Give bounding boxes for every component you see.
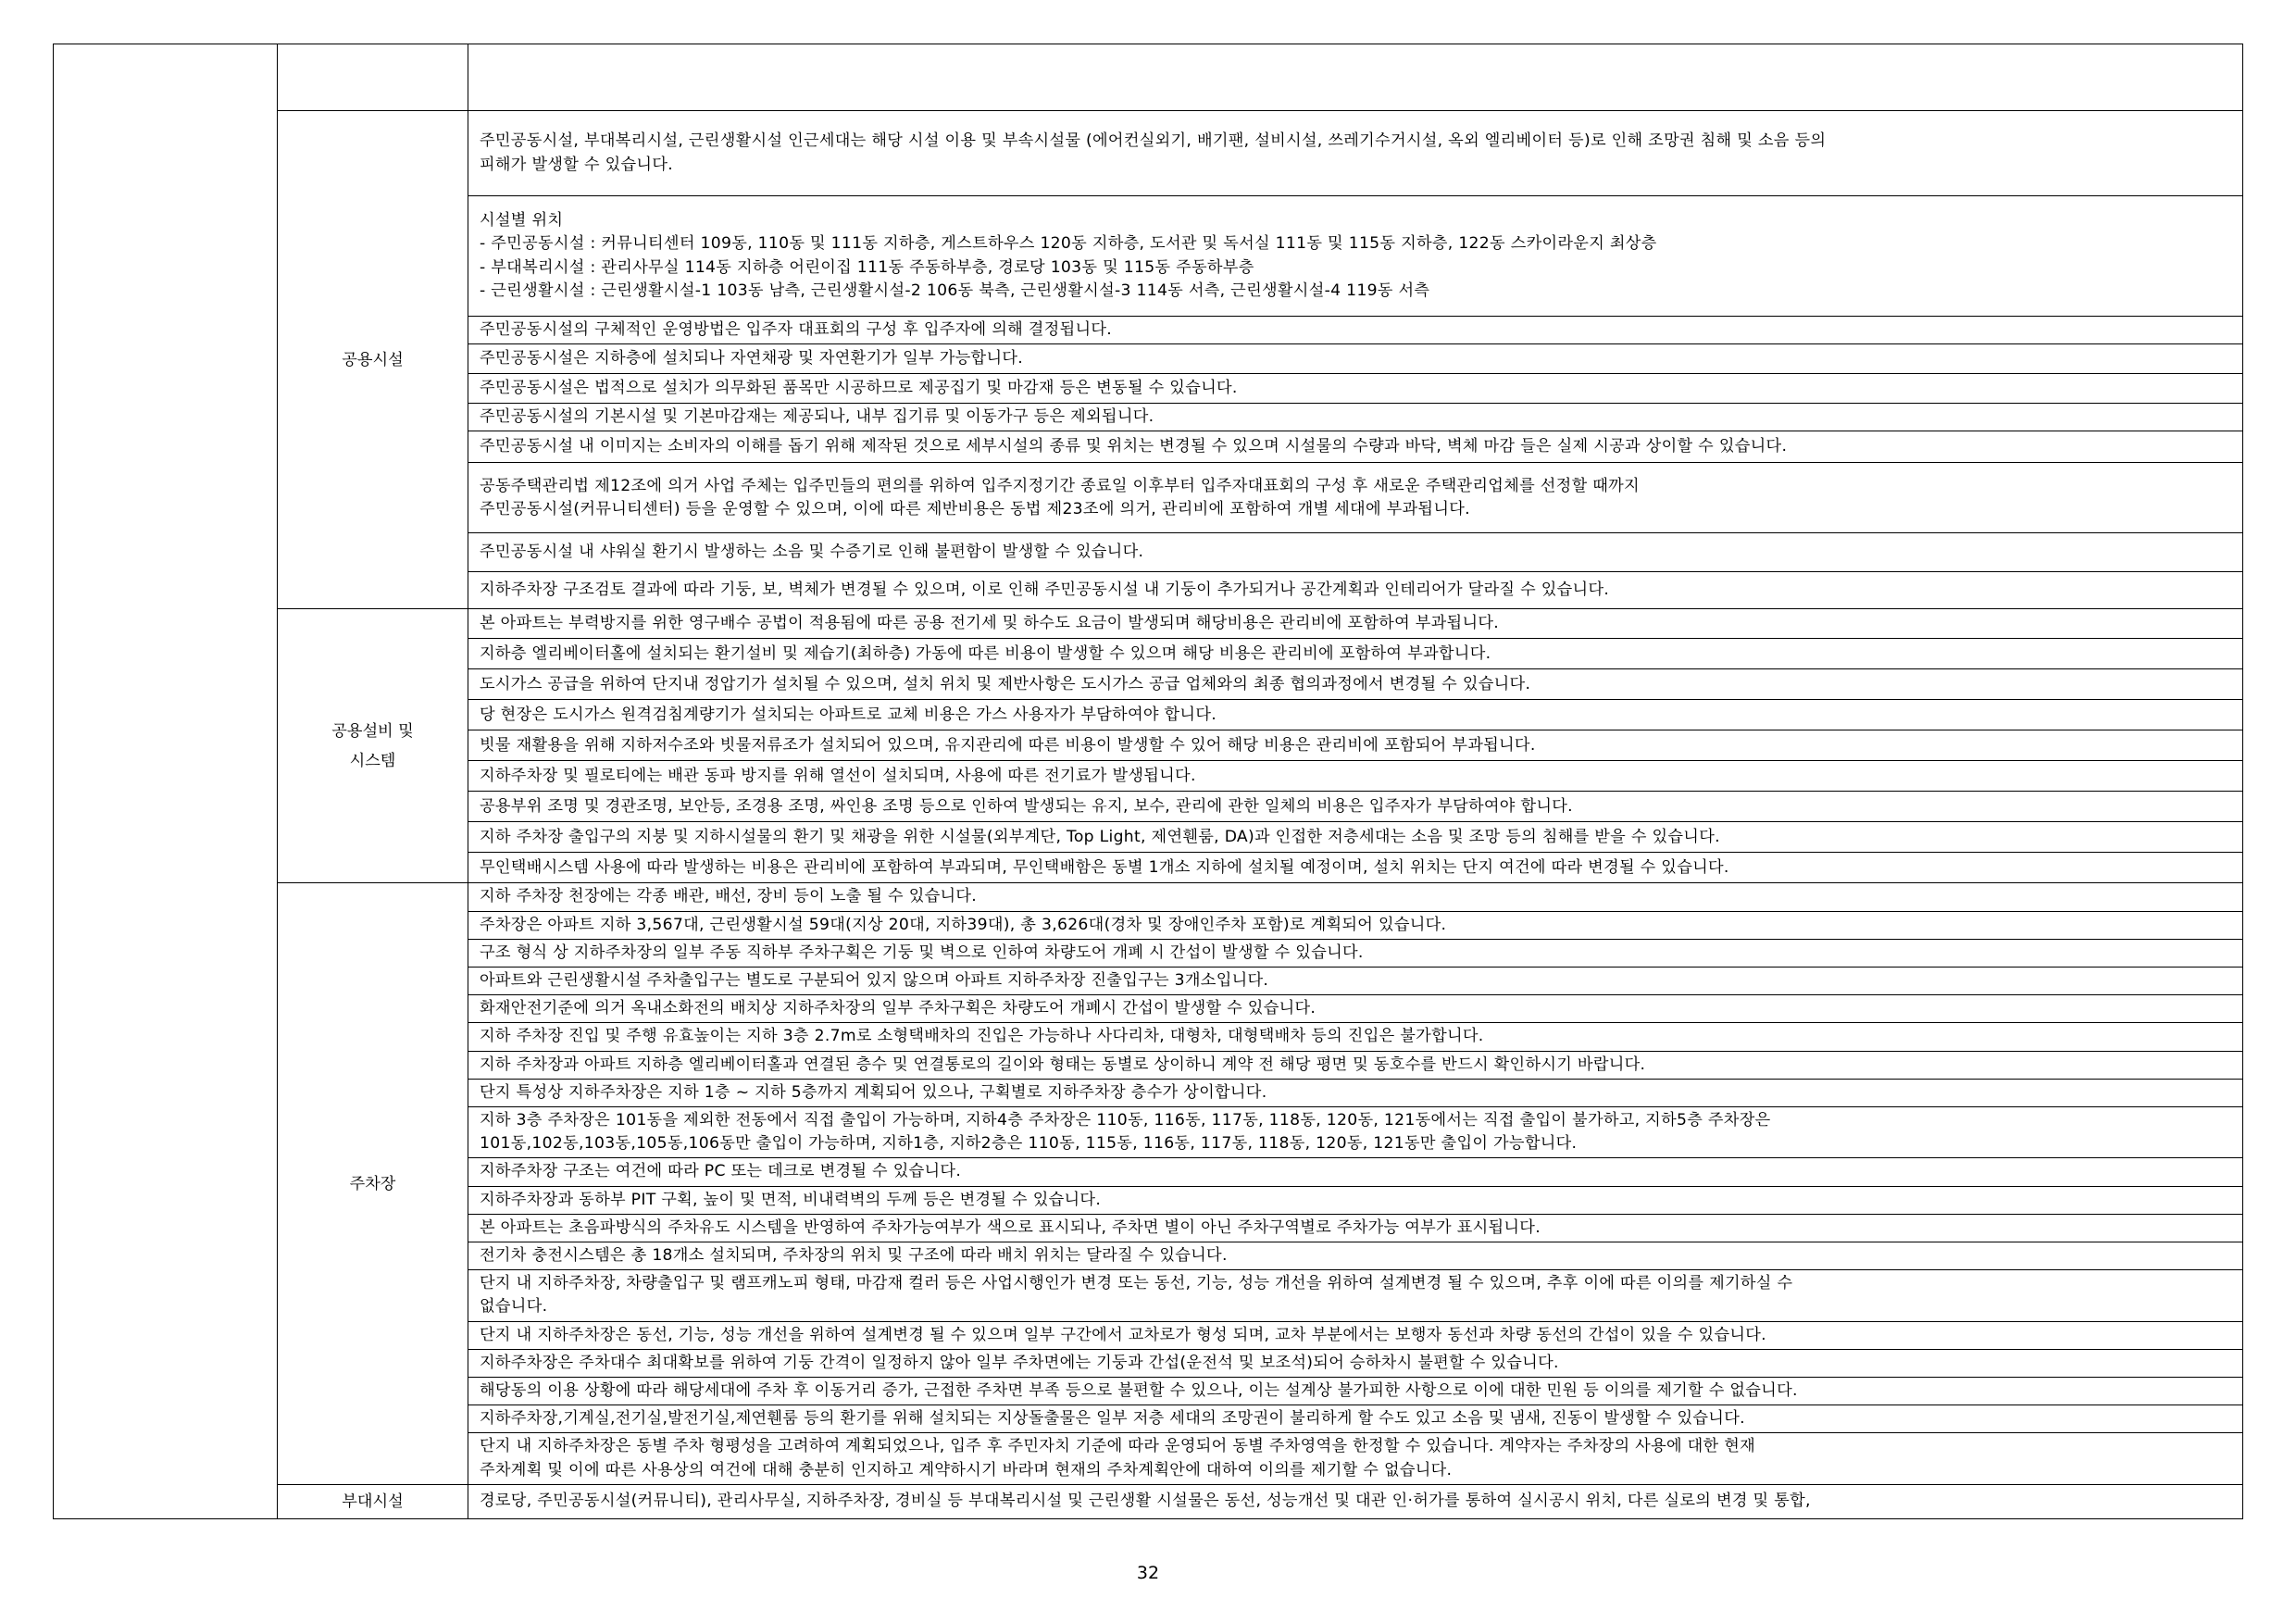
notice-line: 주민공동시설은 법적으로 설치가 의무화된 품목만 시공하므로 제공집기 및 마감재 등은 변동될 수 있습니다.	[480, 379, 1238, 398]
notice-text-cell	[468, 1484, 2243, 1518]
table-row	[54, 1484, 2243, 1518]
category-cell: 주차장	[278, 883, 468, 1484]
table-row	[54, 883, 2243, 911]
notice-line: 본 아파트는 부력방지를 위한 영구배수 공법이 적용됨에 따른 공용 전기세 및 하수도 요금이 발생되며 해당비용은 관리비에 포함하여 부과됩니다.	[480, 614, 1500, 633]
notice-line: 지하 주차장 천장에는 각종 배관, 배선, 장비 등이 노출 될 수 있습니다.	[480, 887, 978, 906]
notice-line: 무인택배시스템 사용에 따라 발생하는 비용은 관리비에 포함하여 부과되며, 무인택배함은 동별 1개소 지하에 설치될 예정이며, 설치 위치는 단지 여건에 따라 변경될 수 있습니다.	[480, 857, 1729, 877]
notice-line: 주민공동시설 내 샤워실 환기시 발생하는 소음 및 수증기로 인해 불편함이 발생할 수 있습니다.	[480, 543, 1144, 562]
notice-line: 지하층 엘리베이터홀에 설치되는 환기설비 및 제습기(최하층) 가동에 따른 비용이 발생할 수 있으며 해당 비용은 관리비에 포함하여 부과합니다.	[480, 643, 1491, 663]
notice-line: 구조 형식 상 지하주차장의 일부 주동 직하부 주차구획은 기둥 및 벽으로 인하여 차량도어 개폐 시 간섭이 발생할 수 있습니다.	[480, 943, 1364, 962]
category-cell: 공용설비 및 시스템	[278, 609, 468, 883]
notice-line: - 주민공동시설 : 커뮤니티센터 109동, 110동 및 111동 지하층, 게스트하우스 120동 지하층, 도서관 및 독서실 111동 및 115동 지하층, 122동 스카이라운지 최상층	[480, 234, 1657, 254]
notice-line: 지하 주차장 진입 및 주행 유효높이는 지하 3층 2.7m로 소형택배차의 진입은 가능하나 사다리차, 대형차, 대형택배차 등의 진입은 불가합니다.	[480, 1027, 1484, 1046]
notice-text-cell	[468, 1214, 2243, 1242]
notice-text-cell	[468, 669, 2243, 700]
notice-text-cell	[468, 1079, 2243, 1106]
notice-line: 도시가스 공급을 위하여 단지내 정압기가 설치될 수 있으며, 설치 위치 및 제반사항은 도시가스 공급 업체와의 최종 협의과정에서 변경될 수 있습니다.	[480, 674, 1531, 693]
header-empty-cell	[278, 44, 468, 111]
notice-text-cell	[468, 572, 2243, 609]
notice-line: 아파트와 근린생활시설 주차출입구는 별도로 구분되어 있지 않으며 아파트 지하주차장 진출입구는 3개소입니다.	[480, 971, 1269, 991]
notice-text-cell	[468, 939, 2243, 967]
notice-line: - 근린생활시설 : 근린생활시설-1 103동 남측, 근린생활시설-2 106동 북측, 근린생활시설-3 114동 서측, 근린생활시설-4 119동 서측	[480, 281, 1430, 300]
notice-text-cell	[468, 111, 2243, 196]
notice-text-cell	[468, 883, 2243, 911]
notice-text-cell	[468, 1349, 2243, 1377]
notice-line: 본 아파트는 초음파방식의 주차유도 시스템을 반영하여 주차가능여부가 색으로 표시되나, 주차면 별이 아닌 주차구역별로 주차가능 여부가 표시됩니다.	[480, 1217, 1541, 1237]
notice-line: 전기차 충전시스템은 총 18개소 설치되며, 주차장의 위치 및 구조에 따라 배치 위치는 달라질 수 있습니다.	[480, 1246, 1228, 1266]
notice-text-cell	[468, 1158, 2243, 1186]
table-header-row	[54, 44, 2243, 111]
notice-text-cell	[468, 1186, 2243, 1214]
notice-line: 주민공동시설 내 이미지는 소비자의 이해를 돕기 위해 제작된 것으로 세부시설의 종류 및 위치는 변경될 수 있으며 시설물의 수량과 바닥, 벽체 마감 들은 실제 시공과 상이할 수 있습니다.	[480, 437, 1788, 456]
notice-line: 단지 내 지하주차장은 동선, 기능, 성능 개선을 위하여 설계변경 될 수 있으며 일부 구간에서 교차로가 형성 되며, 교차 부분에서는 보행자 동선과 차량 동선의 간섭이 있을 수 있습니다.	[480, 1325, 1766, 1344]
notice-line: 화재안전기준에 의거 옥내소화전의 배치상 지하주차장의 일부 주차구획은 차량도어 개폐시 간섭이 발생할 수 있습니다.	[480, 999, 1316, 1018]
notice-line: 단지 특성상 지하주차장은 지하 1층 ~ 지하 5층까지 계획되어 있으나, 구획별로 지하주차장 층수가 상이합니다.	[480, 1082, 1267, 1102]
notice-text-cell	[468, 1051, 2243, 1079]
notice-text-cell	[468, 404, 2243, 431]
notice-line: - 부대복리시설 : 관리사무실 114동 지하층 어린이집 111동 주동하부층, 경로당 103동 및 115동 주동하부층	[480, 257, 1254, 277]
notice-text-cell	[468, 1107, 2243, 1158]
notice-text-cell	[468, 761, 2243, 792]
notice-text-cell	[468, 1270, 2243, 1321]
notice-line: 주민공동시설의 구체적인 운영방법은 입주자 대표회의 구성 후 입주자에 의해 결정됩니다.	[480, 320, 1113, 339]
notice-table	[53, 44, 2243, 1519]
notice-line: 주민공동시설의 기본시설 및 기본마감재는 제공되나, 내부 집기류 및 이동가구 등은 제외됩니다.	[480, 407, 1154, 427]
notice-line: 지하주차장과 동하부 PIT 구획, 높이 및 면적, 비내력벽의 두께 등은 변경될 수 있습니다.	[480, 1190, 1102, 1209]
notice-line: 빗물 재활용을 위해 지하저수조와 빗물저류조가 설치되어 있으며, 유지관리에 따른 비용이 발생할 수 있어 해당 비용은 관리비에 포함되어 부과됩니다.	[480, 735, 1536, 755]
notice-line: 지하 주차장과 아파트 지하층 엘리베이터홀과 연결된 층수 및 연결통로의 길이와 형태는 동별로 상이하니 계약 전 해당 평면 및 동호수를 반드시 확인하시기 바랍니다.	[480, 1055, 1646, 1074]
notice-line: 지하 주차장 출입구의 지붕 및 지하시설물의 환기 및 채광을 위한 시설물(외부계단, Top Light, 제연휀룸, DA)과 인접한 저층세대는 소음 및 조망 등의 침해를 받을 수 있습니다.	[480, 827, 1720, 846]
notice-line: 공동주택관리법 제12조에 의거 사업 주체는 입주민들의 편의를 위하여 입주지정기간 종료일 이후부터 입주자대표회의 구성 후 새로운 주택관리업체를 선정할 때까지	[480, 476, 1640, 495]
notice-text-cell	[468, 1378, 2243, 1405]
header-empty-cell	[468, 44, 2243, 111]
notice-line: 주차장은 아파트 지하 3,567대, 근린생활시설 59대(지상 20대, 지하39대), 총 3,626대(경차 및 장애인주차 포함)로 계획되어 있습니다.	[480, 915, 1447, 934]
notice-text-cell	[468, 609, 2243, 639]
notice-text-cell	[468, 792, 2243, 822]
notice-line: 단지 내 지하주차장은 동별 주차 형평성을 고려하여 계획되었으나, 입주 후 주민자치 기준에 따라 운영되어 동별 주차영역을 한정할 수 있습니다. 계약자는 주차장의 사용에 대한 현재	[480, 1437, 1756, 1456]
notice-text-cell	[468, 344, 2243, 374]
notice-line: 시설별 위치	[480, 211, 564, 231]
notice-text-cell	[468, 911, 2243, 939]
notice-text-cell	[468, 1433, 2243, 1484]
notice-line: 지하주차장 및 필로티에는 배관 동파 방지를 위해 열선이 설치되며, 사용에 따른 전기료가 발생됩니다.	[480, 766, 1196, 785]
notice-line: 없습니다.	[480, 1297, 548, 1317]
notice-text-cell	[468, 1242, 2243, 1270]
notice-line: 주민공동시설(커뮤니티센터) 등을 운영할 수 있으며, 이에 따른 제반비용은 동법 제23조에 의거, 관리비에 포함하여 개별 세대에 부과됩니다.	[480, 499, 1470, 518]
notice-text-cell	[468, 730, 2243, 761]
notice-text-cell	[468, 374, 2243, 404]
notice-line: 경로당, 주민공동시설(커뮤니티), 관리사무실, 지하주차장, 경비실 등 부대복리시설 및 근린생활 시설물은 동선, 성능개선 및 대관 인·허가를 통하여 실시공시 위치, 다른 실로의 변경 및 통합,	[480, 1492, 1811, 1511]
notice-line: 해당동의 이용 상황에 따라 해당세대에 주차 후 이동거리 증가, 근접한 주차면 부족 등으로 불편할 수 있으나, 이는 설계상 불가피한 사항으로 이에 대한 민원 등 이의를 제기할 수 없습니다.	[480, 1381, 1798, 1401]
notice-text-cell	[468, 700, 2243, 730]
notice-text-cell	[468, 853, 2243, 883]
notice-line: 지하주차장 구조는 여건에 따라 PC 또는 데크로 변경될 수 있습니다.	[480, 1162, 962, 1181]
notice-text-cell	[468, 431, 2243, 463]
notice-line: 당 현장은 도시가스 원격검침계량기가 설치되는 아파트로 교체 비용은 가스 사용자가 부담하여야 합니다.	[480, 705, 1217, 724]
notice-text-cell	[468, 822, 2243, 853]
outer-left-column	[54, 44, 278, 1519]
page-number: 32	[1136, 1563, 1160, 1583]
notice-line: 지하주차장 구조검토 결과에 따라 기둥, 보, 벽체가 변경될 수 있으며, 이로 인해 주민공동시설 내 기둥이 추가되거나 공간계획과 인테리어가 달라질 수 있습니다.	[480, 581, 1610, 600]
category-cell: 부대시설	[278, 1484, 468, 1518]
notice-line: 피해가 발생할 수 있습니다.	[480, 155, 673, 174]
notice-text-cell	[468, 463, 2243, 533]
category-cell: 공용시설	[278, 111, 468, 609]
notice-text-cell	[468, 533, 2243, 572]
notice-text-cell	[468, 995, 2243, 1023]
notice-text-cell	[468, 196, 2243, 317]
notice-line: 101동,102동,103동,105동,106동만 출입이 가능하며, 지하1층, 지하2층은 110동, 115동, 116동, 117동, 118동, 120동, 121동만 출입이 가능합니다.	[480, 1134, 1578, 1154]
notice-line: 주민공동시설은 지하층에 설치되나 자연채광 및 자연환기가 일부 가능합니다.	[480, 349, 1024, 368]
notice-text-cell	[468, 1405, 2243, 1433]
table-row	[54, 609, 2243, 639]
notice-line: 단지 내 지하주차장, 차량출입구 및 램프캐노피 형태, 마감재 컬러 등은 사업시행인가 변경 또는 동선, 기능, 성능 개선을 위하여 설계변경 될 수 있으며, 추후 이에 따른 이의를 제기하실 수	[480, 1274, 1793, 1293]
notice-text-cell	[468, 968, 2243, 995]
notice-line: 지하주차장은 주차대수 최대확보를 위하여 기둥 간격이 일정하지 않아 일부 주차면에는 기둥과 간섭(운전석 및 보조석)되어 승하차시 불편할 수 있습니다.	[480, 1353, 1559, 1372]
notice-line: 주민공동시설, 부대복리시설, 근린생활시설 인근세대는 해당 시설 이용 및 부속시설물 (에어컨실외기, 배기팬, 설비시설, 쓰레기수거시설, 옥외 엘리베이터 등)로 인해 조망권 침해 및 소음 등의	[480, 131, 1827, 151]
notice-text-cell	[468, 317, 2243, 344]
notice-line: 공용부위 조명 및 경관조명, 보안등, 조경용 조명, 싸인용 조명 등으로 인하여 발생되는 유지, 보수, 관리에 관한 일체의 비용은 입주자가 부담하여야 합니다.	[480, 796, 1573, 816]
notice-line: 지하주차장,기계실,전기실,발전기실,제연휀룸 등의 환기를 위해 설치되는 지상돌출물은 일부 저층 세대의 조망권이 불리하게 할 수도 있고 소음 및 냄새, 진동이 발생할 수 있습니다.	[480, 1409, 1745, 1429]
notice-text-cell	[468, 639, 2243, 669]
notice-line: 주차계획 및 이에 따른 사용상의 여건에 대해 충분히 인지하고 계약하시기 바라며 현재의 주차계획안에 대하여 이의를 제기할 수 없습니다.	[480, 1460, 1453, 1479]
notice-text-cell	[468, 1321, 2243, 1349]
table-row	[54, 111, 2243, 196]
notice-text-cell	[468, 1023, 2243, 1051]
notice-line: 지하 3층 주차장은 101동을 제외한 전동에서 직접 출입이 가능하며, 지하4층 주차장은 110동, 116동, 117동, 118동, 120동, 121동에서는 직접 출입이 불가하고, 지하5층 주차장은	[480, 1111, 1771, 1130]
